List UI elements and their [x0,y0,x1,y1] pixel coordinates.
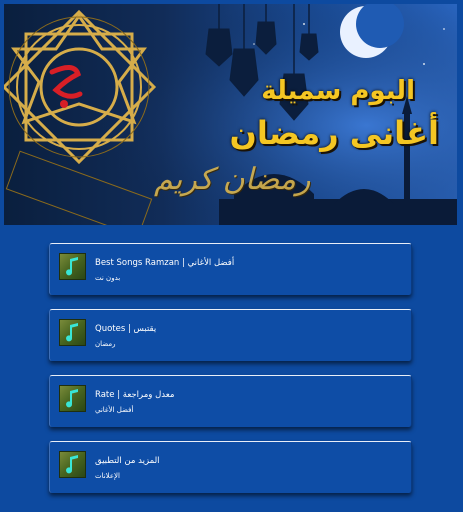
menu-item-subtitle: أفضل الأغاني [95,406,134,414]
banner-title-line1: البوم سميلة [261,76,415,106]
menu-item-quotes[interactable] [49,309,412,361]
music-note-icon [59,385,86,412]
music-note-icon [59,319,86,346]
menu-item-best-songs[interactable] [49,243,412,295]
banner-calligraphy: رمضان كريم [154,162,311,197]
menu-item-rate[interactable] [49,375,412,427]
menu-item-subtitle: رمضان [95,340,116,348]
menu-item-title: المزيد من التطبيق [95,456,160,466]
menu-list [49,243,412,507]
music-note-icon [59,451,86,478]
ramadan-banner [4,4,457,225]
menu-item-subtitle: بدون نت [95,274,121,282]
music-note-icon [59,253,86,280]
menu-item-title: Best Songs Ramzan | أفضل الأغاني [95,258,235,268]
menu-item-title: Quotes | يقتبس [95,324,157,334]
menu-item-subtitle: الإعلانات [95,472,120,480]
menu-item-more-apps[interactable] [49,441,412,493]
menu-item-title: Rate | معدل ومراجعة [95,390,175,400]
banner-title-line2: أغانى رمضان [229,114,439,152]
